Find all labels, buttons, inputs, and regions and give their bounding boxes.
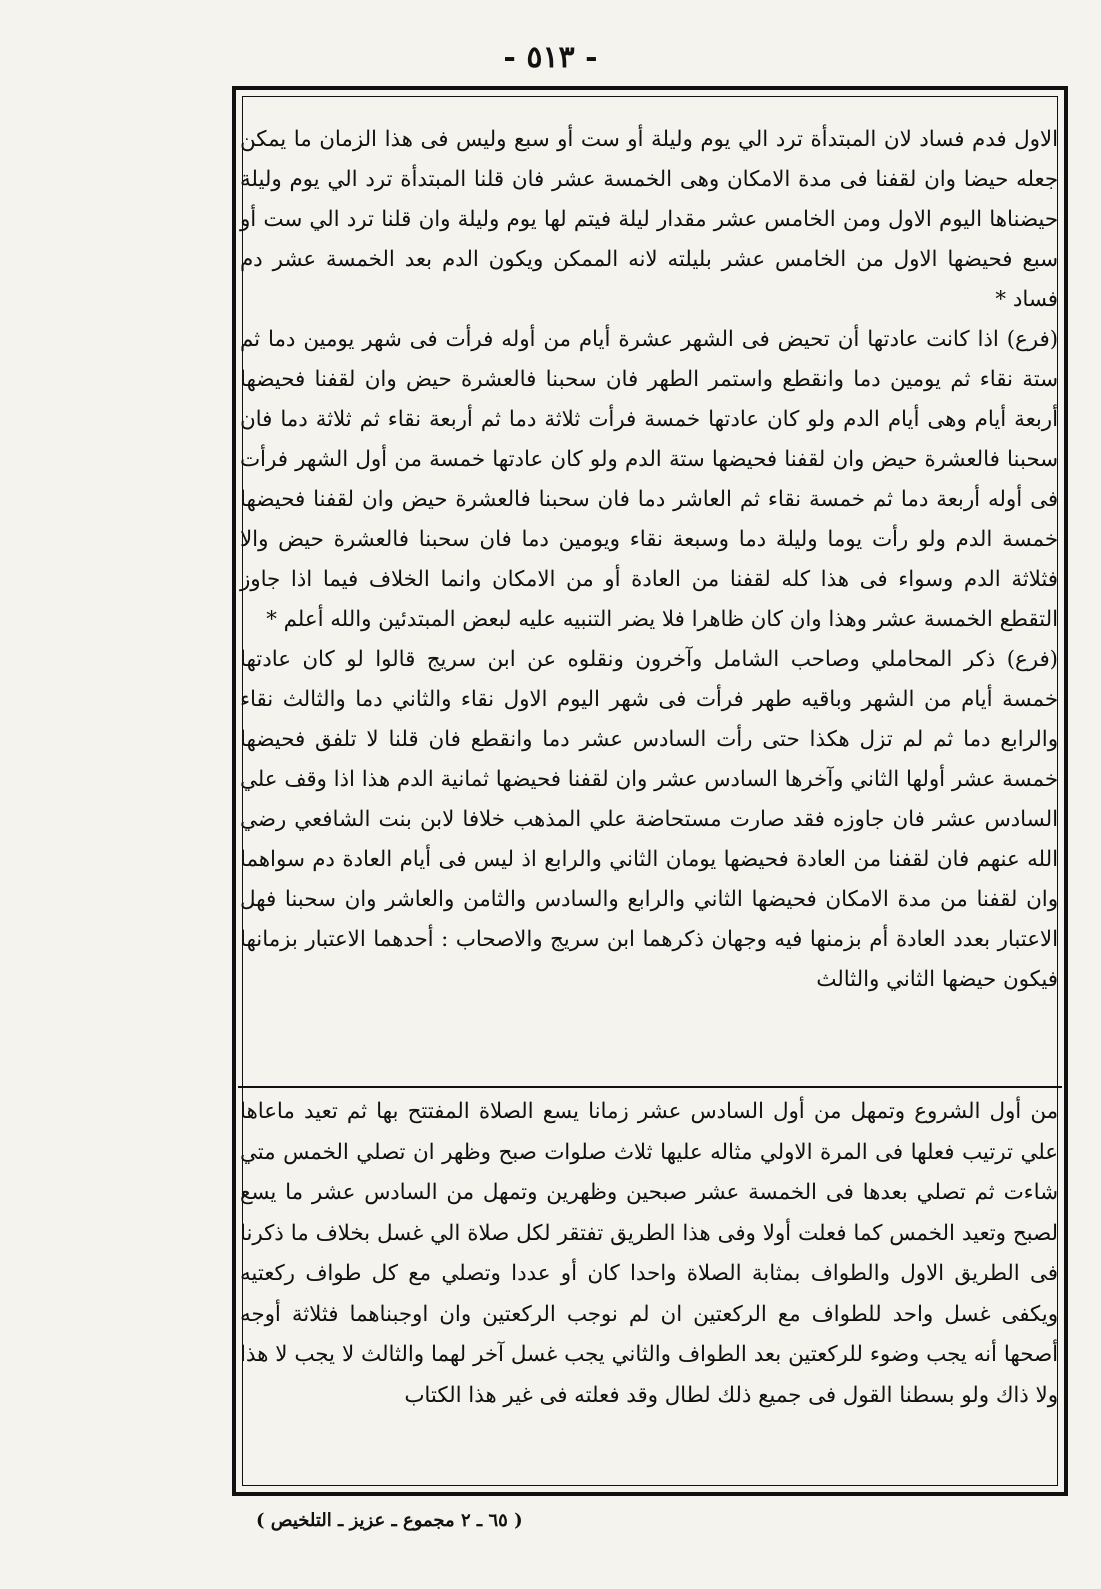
commentary-paragraph-1: من أول الشروع وتمهل من أول السادس عشر زمانا يسع الصلاة المفتتح بها ثم تعيد ماعاها علي ترتيب فعلها فى المرة الاولي مثاله عليها ثلاث صلوات صبح وظهر ان تصلي الخمس متي شاءت ثم تصلي بعدها فى الخمسة عشر صبحين وظهرين وتمهل من السادس عشر ما يسع لصبح وتعيد الخمس كما فعلت أولا وفى هذا الطريق تفتقر لكل صلاة الي غسل بخلاف ما ذكرنا فى الطريق الاول والطواف بمثابة الصلاة واحدا كان أو عددا وتصلي مع كل طواف ركعتيه ويكفى غسل واحد للطواف مع الركعتين ان لم نوجب الركعتين وان اوجبناهما فثلاثة أوجه أصحها أنه يجب وضوء للركعتين بعد الطواف والثاني يجب غسل آخر لهما والثالث لا يجب لا هذا ولا ذاك ولو بسطنا القول فى جميع ذلك لطال وقد فعلته فى غير هذا الكتاب	[240, 1099, 1058, 1408]
page-number: - ٥١٣ -	[503, 40, 598, 75]
commentary-block	[240, 1092, 1058, 1416]
paragraph-3: (فرع) ذكر المحاملي وصاحب الشامل وآخرون ونقلوه عن ابن سريج قالوا لو كان عادتها خمسة أيام من الشهر وباقيه طهر فرأت فى شهر اليوم الاول نقاء والثاني دما والثالث نقاء والرابع دما ثم لم تزل هكذا حتى رأت السادس عشر دما وانقطع فان قلنا لا تلفق فحيضها خمسة عشر أولها الثاني وآخرها السادس عشر وان لقفنا فحيضها ثمانية الدم هذا اذا وقف علي السادس عشر فان جاوزه فقد صارت مستحاضة علي المذهب خلافا لابن بنت الشافعي رضي الله عنهم فان لقفنا من العادة فحيضها يومان الثاني والرابع اذ ليس فى أيام العادة دم سواهما وان لقفنا من مدة الامكان فحيضها الثاني والرابع والسادس والثامن والعاشر وان سحبنا فهل الاعتبار بعدد العادة أم بزمنها فيه وجهان ذكرهما ابن سريج والاصحاب : أحدهما الاعتبار بزمانها فيكون حيضها الثاني والثالث	[240, 647, 1058, 992]
paragraph-2: (فرع) اذا كانت عادتها أن تحيض فى الشهر عشرة أيام من أوله فرأت فى شهر يومين دما ثم ستة نقاء ثم يومين دما وانقطع واستمر الطهر فان سحبنا فالعشرة حيض وان لقفنا فحيضها أربعة أيام وهى أيام الدم ولو كان عادتها خمسة فرأت ثلاثة دما ثم أربعة نقاء ثم ثلاثة دما فان سحبنا فالعشرة حيض وان لقفنا فحيضها ستة الدم ولو كان عادتها خمسة من أول الشهر فرأت فى أوله أربعة دما ثم خمسة نقاء ثم العاشر دما فان سحبنا فالعشرة حيض وان لقفنا فحيضها خمسة الدم ولو رأت يوما وليلة دما وسبعة نقاء ويومين دما فان سحبنا فالعشرة حيض والا فثلاثة الدم وسواء فى هذا كله لقفنا من العادة أو من الامكان وانما الخلاف فيما اذا جاوز التقطع الخمسة عشر وهذا وان كان ظاهرا فلا يضر التنبيه عليه لبعض المبتدئين والله أعلم *	[240, 327, 1058, 632]
paragraph-1: الاول فدم فساد لان المبتدأة ترد الي يوم وليلة أو ست أو سبع وليس فى هذا الزمان ما يمكن جعله حيضا وان لقفنا فى مدة الامكان وهى الخمسة عشر فان قلنا المبتدأة ترد الي يوم وليلة حيضناها اليوم الاول ومن الخامس عشر مقدار ليلة فيتم لها يوم وليلة وان قلنا ترد الي ست أو سبع فحيضها الاول من الخامس عشر بليلته لانه الممكن ويكون الدم بعد الخمسة عشر دم فساد *	[240, 127, 1058, 312]
footnote-separator	[238, 1086, 1062, 1088]
main-text-block	[240, 120, 1058, 1000]
signature-mark: ( ٦٥ ـ ٢ مجموع ـ عزيز ـ التلخيص )	[256, 1510, 523, 1531]
